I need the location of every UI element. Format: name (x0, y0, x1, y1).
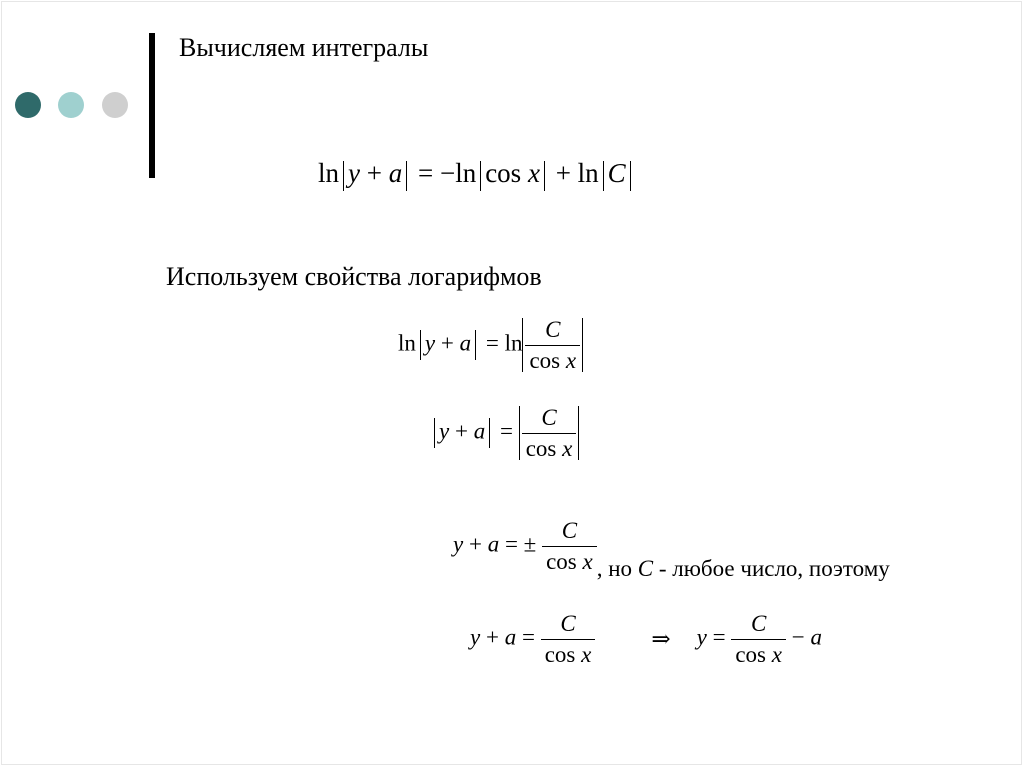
eq1-x: x (527, 158, 540, 188)
implies-arrow-icon: ⇒ (651, 626, 671, 652)
eq2-plus: + (435, 330, 460, 356)
slide-subtitle: Используем свойства логарифмов (166, 262, 542, 291)
eq2-y: y (424, 330, 436, 356)
eq4-note-C: C (637, 555, 654, 581)
equation-2 (398, 318, 583, 372)
equation-4 (453, 518, 890, 581)
eq4-a: a (487, 531, 500, 557)
eq4-num: C (561, 518, 578, 543)
decor-dot-light (58, 92, 84, 118)
eq5-eq2: = (706, 624, 732, 650)
eq3-a: a (473, 418, 486, 444)
eq5-num: C (560, 611, 576, 636)
eq4-x: x (582, 549, 593, 574)
eq2-cos: cos (529, 348, 566, 373)
slide-title: Вычисляем интегралы (179, 33, 429, 62)
equation-5 (470, 612, 822, 666)
eq2-num: C (545, 317, 561, 342)
eq4-plus: + (463, 531, 488, 557)
eq5-a2: a (810, 624, 822, 650)
eq1-C: C (607, 158, 626, 188)
eq5-plus: + (480, 624, 505, 650)
eq4-note-pre: , но (596, 555, 638, 581)
eq5-num2: C (750, 611, 767, 636)
eq5-x: x (581, 642, 592, 667)
eq5-cos2: cos (735, 642, 772, 667)
eq3-num: C (541, 405, 557, 430)
eq4-cos: cos (546, 549, 583, 574)
decor-dot-dark (15, 92, 41, 118)
eq1-cos: cos (485, 158, 528, 188)
eq2-eq-ln: = ln (480, 330, 523, 356)
eq4-y: y (453, 531, 464, 557)
eq2-ln: ln (398, 330, 416, 356)
eq4-eq-pm: = ± (499, 531, 543, 557)
eq1-ln: ln (318, 158, 340, 188)
equation-3 (430, 406, 579, 460)
eq5-minus: − (785, 624, 811, 650)
eq2-a: a (459, 330, 472, 356)
eq1-a: a (388, 158, 403, 188)
eq5-y: y (470, 624, 481, 650)
eq4-note-post: - любое число, поэтому (653, 555, 890, 581)
eq3-eq: = (494, 418, 519, 444)
eq1-y: y (348, 158, 360, 188)
eq3-cos: cos (525, 436, 563, 461)
eq3-x: x (562, 436, 573, 461)
decor-vertical-bar (149, 33, 155, 178)
eq1-plus: + (360, 158, 389, 188)
eq3-y: y (439, 418, 450, 444)
eq1-plus-ln: + ln (548, 158, 599, 188)
eq5-cos: cos (544, 642, 582, 667)
decor-dot-gray (102, 92, 128, 118)
eq1-eq-minus: = −ln (411, 158, 477, 188)
eq2-x: x (565, 348, 577, 373)
eq5-y2: y (696, 624, 707, 650)
eq3-plus: + (449, 418, 474, 444)
eq5-eq: = (516, 624, 541, 650)
equation-1 (318, 160, 635, 191)
eq5-x2: x (771, 642, 782, 667)
eq5-a: a (504, 624, 517, 650)
